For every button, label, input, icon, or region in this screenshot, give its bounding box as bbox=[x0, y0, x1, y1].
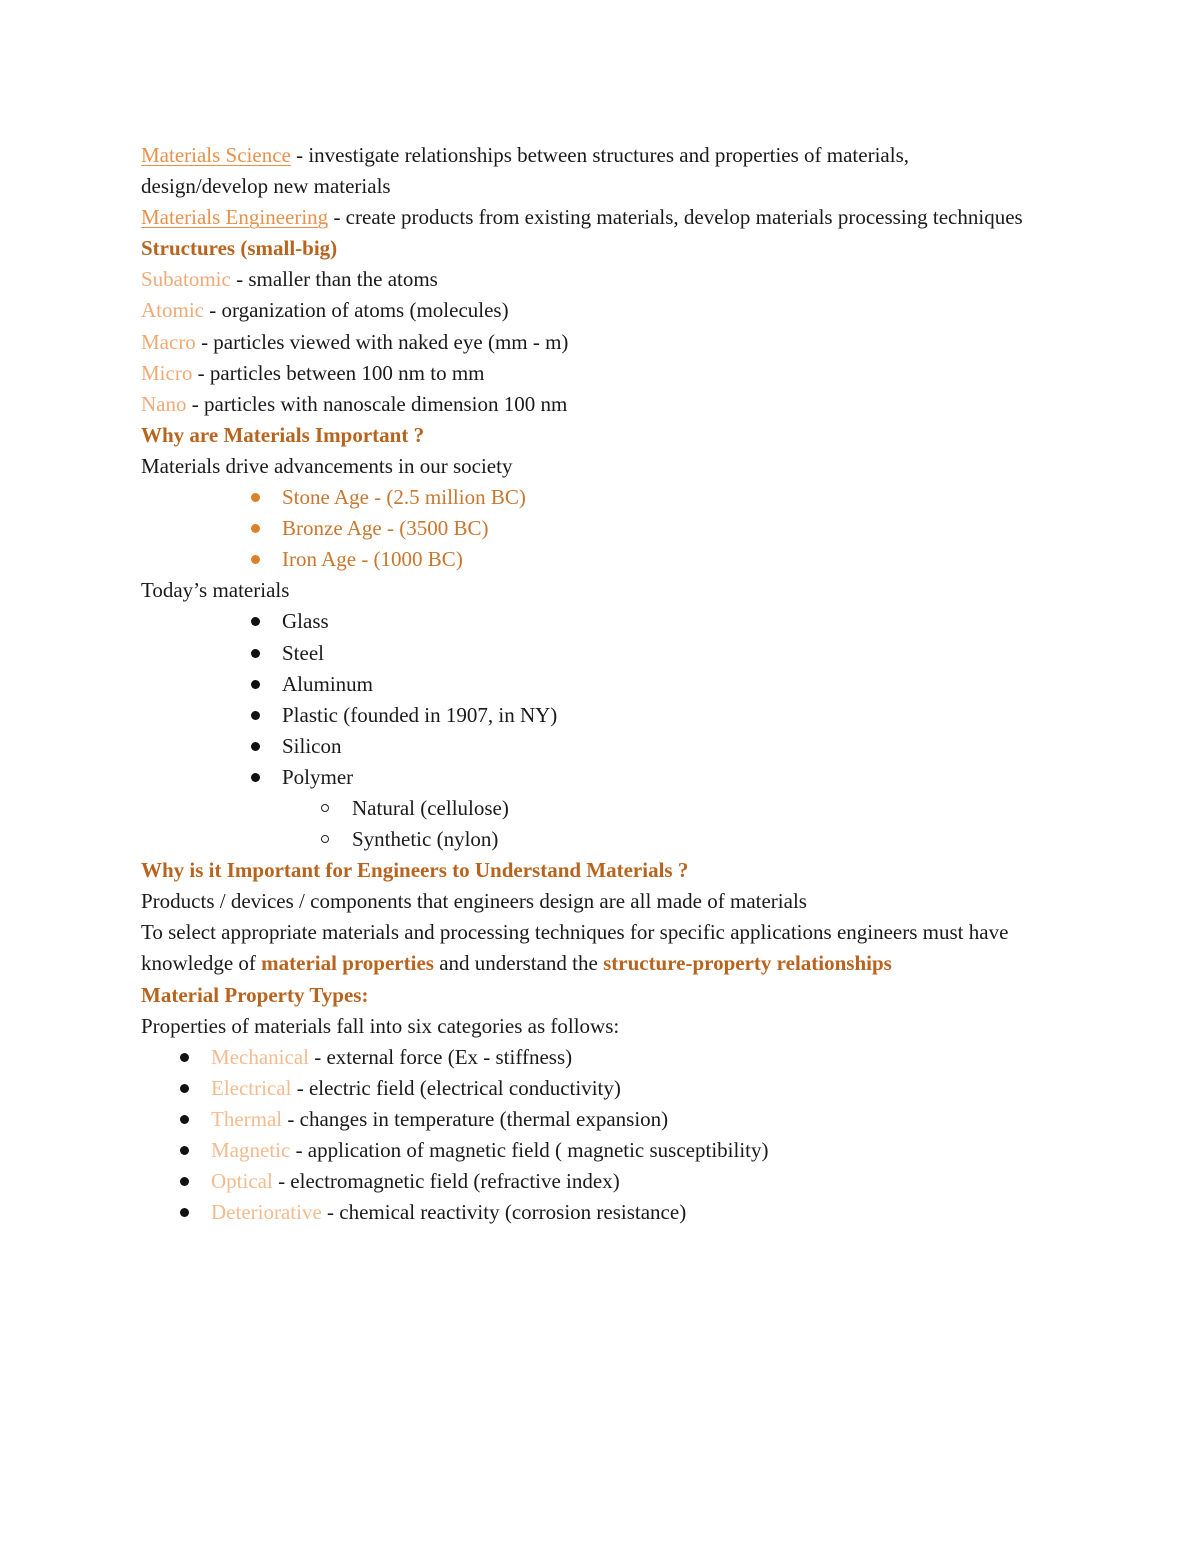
list-item-material bbox=[141, 669, 1041, 700]
age-label: Iron Age - (1000 BC) bbox=[282, 547, 463, 572]
structure-item bbox=[141, 295, 1041, 326]
bullet-icon bbox=[180, 1208, 189, 1217]
structure-item bbox=[141, 327, 1041, 358]
property-term: Thermal bbox=[211, 1106, 283, 1131]
list-item-property bbox=[141, 1197, 1041, 1228]
structure-term: Atomic bbox=[141, 298, 204, 323]
list-item-material bbox=[141, 700, 1041, 731]
highlight-text: material properties bbox=[261, 951, 434, 976]
definition-text: - create products from existing materials, develop materials processing techniques bbox=[328, 205, 1023, 230]
section-heading-property-types: Material Property Types: bbox=[141, 982, 369, 1007]
term-link[interactable]: Materials Science bbox=[141, 143, 291, 167]
bullet-icon bbox=[251, 742, 260, 751]
bullet-icon bbox=[251, 493, 260, 502]
term-link[interactable]: Materials Engineering bbox=[141, 205, 329, 230]
list-item-material bbox=[141, 638, 1041, 669]
bullet-icon bbox=[180, 1115, 189, 1124]
highlight-text: structure-property relationships bbox=[603, 951, 892, 976]
list-item-property bbox=[141, 1135, 1041, 1166]
list-item-material bbox=[141, 731, 1041, 762]
age-label: Bronze Age - (3500 BC) bbox=[282, 516, 489, 541]
definition-text: - investigate relationships between structures and properties of materials, design/develop new materials bbox=[141, 143, 909, 199]
polymer-type-label: Natural (cellulose) bbox=[352, 795, 509, 820]
importance-intro: Materials drive advancements in our society bbox=[141, 453, 513, 478]
structure-desc: - particles between 100 nm to mm bbox=[192, 360, 485, 385]
property-term: Mechanical bbox=[211, 1044, 309, 1069]
list-item-property bbox=[141, 1073, 1041, 1104]
structure-desc: - particles with nanoscale dimension 100 nm bbox=[186, 391, 568, 416]
property-term: Electrical bbox=[211, 1075, 292, 1100]
structure-desc: - particles viewed with naked eye (mm - m) bbox=[195, 329, 569, 354]
document-body bbox=[141, 140, 1041, 1228]
engineers-paragraph bbox=[141, 917, 1021, 979]
property-term: Deteriorative bbox=[211, 1200, 322, 1225]
bullet-icon bbox=[251, 617, 260, 626]
property-desc: - electric field (electrical conductivity) bbox=[291, 1075, 621, 1100]
property-desc: - changes in temperature (thermal expansion) bbox=[282, 1106, 669, 1131]
list-item-age bbox=[141, 544, 1041, 575]
structure-term: Micro bbox=[141, 360, 193, 385]
structure-desc: - smaller than the atoms bbox=[230, 267, 438, 292]
definition-materials-science bbox=[141, 140, 1041, 202]
section-heading-engineers: Why is it Important for Engineers to Understand Materials ? bbox=[141, 858, 689, 883]
material-label: Plastic (founded in 1907, in NY) bbox=[282, 702, 558, 727]
list-item-polymer-sub bbox=[141, 824, 1041, 855]
section-heading-importance: Why are Materials Important ? bbox=[141, 422, 425, 447]
bullet-icon bbox=[180, 1084, 189, 1093]
bullet-icon bbox=[180, 1053, 189, 1062]
bullet-icon bbox=[251, 711, 260, 720]
list-item-age bbox=[141, 513, 1041, 544]
list-item-material bbox=[141, 762, 1041, 793]
structure-term: Nano bbox=[141, 391, 187, 416]
structure-item bbox=[141, 264, 1041, 295]
property-term: Magnetic bbox=[211, 1138, 291, 1162]
material-label: Aluminum bbox=[282, 671, 374, 696]
property-types-intro: Properties of materials fall into six categories as follows: bbox=[141, 1013, 620, 1038]
bullet-icon bbox=[251, 680, 260, 689]
definition-materials-engineering bbox=[141, 202, 1041, 233]
bullet-icon bbox=[251, 555, 260, 564]
property-term: Optical bbox=[211, 1169, 273, 1194]
paragraph-text: To select appropriate materials and processing techniques for specific applications engineers must have knowledge of bbox=[141, 920, 1009, 976]
paragraph-text: and understand the bbox=[433, 951, 604, 976]
property-desc: - external force (Ex - stiffness) bbox=[308, 1044, 573, 1069]
engineers-line: Products / devices / components that engineers design are all made of materials bbox=[141, 889, 807, 914]
material-label: Glass bbox=[282, 609, 329, 634]
hollow-bullet-icon bbox=[321, 835, 329, 843]
structure-item bbox=[141, 358, 1041, 389]
bullet-icon bbox=[180, 1177, 189, 1186]
list-item-material bbox=[141, 606, 1041, 637]
material-label: Silicon bbox=[282, 733, 342, 758]
list-item-property bbox=[141, 1042, 1041, 1073]
list-item-property bbox=[141, 1166, 1041, 1197]
polymer-type-label: Synthetic (nylon) bbox=[352, 827, 499, 852]
structure-desc: - organization of atoms (molecules) bbox=[204, 298, 509, 323]
list-item-polymer-sub bbox=[141, 793, 1041, 824]
today-label: Today’s materials bbox=[141, 578, 290, 603]
structure-term: Macro bbox=[141, 329, 196, 354]
list-item-age bbox=[141, 482, 1041, 513]
structure-item bbox=[141, 389, 1041, 420]
list-item-property bbox=[141, 1104, 1041, 1135]
bullet-icon bbox=[251, 649, 260, 658]
property-desc: - electromagnetic field (refractive index) bbox=[272, 1169, 620, 1194]
section-heading-structures: Structures (small-big) bbox=[141, 236, 338, 261]
age-label: Stone Age - (2.5 million BC) bbox=[282, 485, 526, 510]
material-label: Steel bbox=[282, 640, 324, 665]
material-label: Polymer bbox=[282, 764, 354, 789]
property-desc: - application of magnetic field ( magnetic susceptibility) bbox=[290, 1138, 769, 1162]
bullet-icon bbox=[180, 1146, 189, 1155]
structure-term: Subatomic bbox=[141, 267, 231, 292]
hollow-bullet-icon bbox=[321, 804, 329, 812]
bullet-icon bbox=[251, 773, 260, 782]
bullet-icon bbox=[251, 524, 260, 533]
property-desc: - chemical reactivity (corrosion resistance) bbox=[321, 1200, 687, 1225]
